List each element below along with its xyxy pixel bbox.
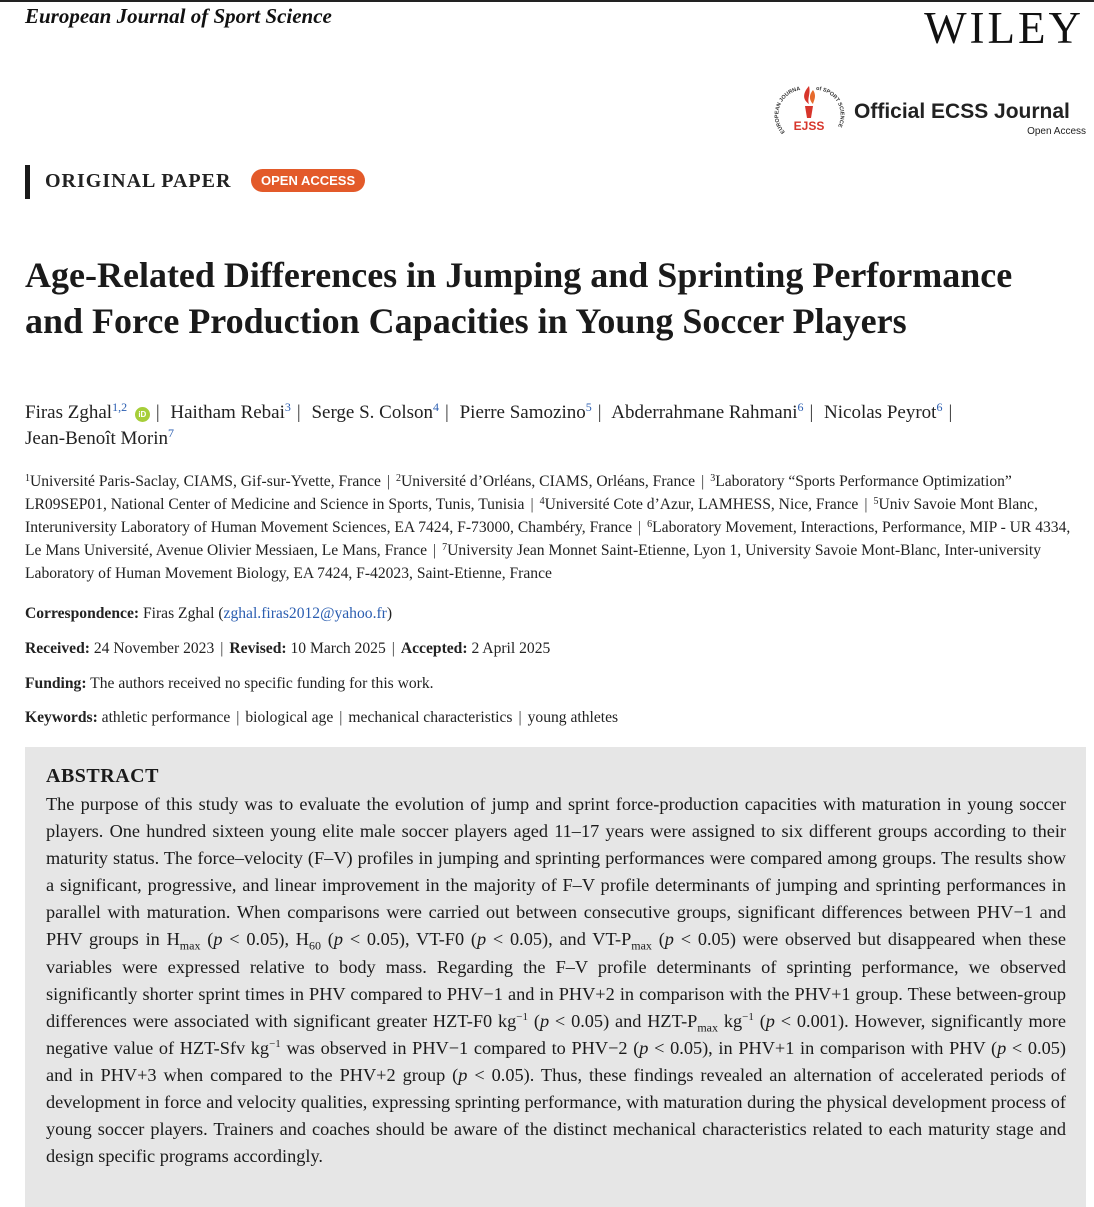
separator: | [445,402,449,423]
abstract-run: < 0.05), VT-F0 ( [343,929,477,950]
abstract-sub-run: max [179,939,201,954]
affil-text: Laboratory “Sports Performance Optimization” LR09SEP01, National Center of Medicine and Science in Sports, Tunis, Tunisia [25,473,1012,513]
author-affil-ref[interactable]: 7 [168,426,175,440]
keyword[interactable]: young athletes [527,709,619,726]
abstract-box [25,747,1086,1207]
abstract-run: ( [321,929,334,950]
author-4[interactable] [460,402,592,423]
separator: | [518,709,522,726]
correspondence-label: Correspondence: [25,605,140,622]
ejss-arc-left: EUROPEAN JOURNA [774,86,801,135]
author-2[interactable] [170,402,291,423]
accepted-date: 2 April 2025 [471,640,551,657]
ejss-logo-text: EJSS [793,119,825,133]
abstract-text [46,791,1066,1170]
journal-name[interactable]: European Journal of Sport Science [25,4,332,28]
separator: | [809,402,814,423]
accepted-label: Accepted: [400,640,468,657]
ejss-logo-icon [772,80,846,152]
abstract-i-run: p [539,1010,550,1031]
abstract-i-run: p [213,929,223,950]
received-label: Received: [25,640,90,657]
author-name[interactable]: Nicolas Peyrot [824,402,937,423]
affil-text: Université d’Orléans, CIAMS, Orléans, France [401,473,696,490]
author-7[interactable] [25,428,174,449]
open-access-badge[interactable]: OPEN ACCESS [251,169,365,192]
abstract-run: ( [753,1010,766,1031]
correspondence-email-link[interactable]: zghal.firas2012@yahoo.fr [223,605,387,622]
abstract-sup-run: −1 [742,1010,754,1023]
abstract-run: kg [718,1010,743,1031]
affil-number: 6 [647,519,653,530]
separator: | [391,640,395,657]
abstract-run: < 0.05) and in PHV+3 when compared to the PHV+2 group ( [46,1037,1066,1085]
abstract-run: was observed in PHV−1 compared to PHV−2 ( [280,1037,640,1058]
author-affil-ref[interactable]: 3 [284,400,291,414]
abstract-sup-run: −1 [516,1010,529,1023]
ecss-badge[interactable] [772,80,1092,152]
abstract-i-run: p [664,929,674,950]
keyword[interactable]: athletic performance [101,709,231,726]
abstract-sub-run: 60 [309,939,322,954]
author-6[interactable] [824,402,942,423]
abstract-i-run: p [333,929,344,950]
flame-icon [804,86,815,118]
publisher-logo[interactable]: WILEY [924,3,1084,53]
keywords-label: Keywords: [25,709,98,726]
affil-text: University Jean Monnet Saint-Etienne, Lyon 1, University Savoie Mont-Blanc, Inter-university Laboratory of Human Movement Biology, EA 7424, F-42023, Saint-Etienne, France [25,542,1042,582]
revised-label: Revised: [229,640,287,657]
abstract-run: < 0.05). Thus, these findings revealed an alternation of accelerated periods of development in force and velocity qualities, expressing sprinting performance, with maturation during the physical development process of young soccer players. Trainers and coaches should be aware of the distinct mechanical characteristics related to each maturity stage and design specific programs accordingly. [46,1064,1066,1167]
abstract-run: ( [200,929,214,950]
abstract-sub-run: max [697,1020,719,1035]
abstract-i-run: p [765,1010,775,1031]
type-bar [25,165,30,199]
abstract-sub-run: max [631,939,652,954]
abstract-i-run: p [476,929,487,950]
separator: | [530,496,534,513]
affil-number: 2 [396,473,402,484]
separator: | [597,402,602,423]
abstract-i-run: p [458,1064,468,1085]
affil-number: 1 [25,473,30,484]
affil-number: 4 [539,496,545,507]
affil-text: Univ Savoie Mont Blanc, Interuniversity Laboratory of Human Movement Sciences, EA 7424, F-73000, Chambéry, France [25,496,1038,536]
author-name[interactable]: Pierre Samozino [459,402,586,423]
orcid-icon[interactable]: iD [135,407,150,422]
keyword[interactable]: biological age [245,709,334,726]
abstract-run: < 0.001). However, significantly more negative value of HZT-Sfv kg [46,1010,1067,1058]
separator: | [296,402,301,423]
keyword[interactable]: mechanical characteristics [348,709,513,726]
abstract-run: < 0.05), and VT-P [486,929,632,950]
abstract-run: ( [528,1010,540,1031]
keywords [25,709,1075,727]
author-1[interactable] [25,402,150,423]
correspondence: Correspondence: Firas Zghal (zghal.firas2012@yahoo.fr) [25,605,393,622]
abstract-run: < 0.05) were observed but disappeared when these variables were expressed relative to body mass. Regarding the F–V profile determinants of sprinting performance, we observed significantly shorter sprint times in PHV compared to PHV−1 and in PHV+2 in comparison with the PHV+1 group. These between-group differences were associated with significant greater HZT-F0 kg [46,929,1066,1031]
separator: | [339,709,343,726]
abstract-run: The purpose of this study was to evaluate the evolution of jump and sprint force-production capacities with maturation in young soccer players. One hundred sixteen young elite male soccer players aged 11–17 years were assigned to six different groups according to their maturity status. The force–velocity (F–V) profiles in jumping and sprinting performances were compared among groups. The results show a significant, progressive, and linear improvement in the majority of F–V profile determinants of jumping and sprinting performances in parallel with maturation. When comparisons were carried out between consecutive groups, significant differences between PHV−1 and PHV groups in H [46,794,1066,950]
abstract-run: < 0.05), in PHV+1 in comparison with PHV ( [648,1037,998,1058]
abstract-run: ( [651,929,665,950]
ecss-subtitle: Open Access [1027,126,1086,137]
abstract-run: < 0.05) and HZT-P [549,1010,698,1031]
author-name[interactable]: Serge S. Colson [311,402,434,423]
affil-number: 7 [442,542,448,553]
ecss-title: Official ECSS Journal [854,100,1070,123]
separator: | [220,640,224,657]
funding-text: The authors received no specific funding for this work. [90,675,434,692]
author-affil-ref[interactable]: 6 [936,400,943,414]
dates-row [25,640,1075,658]
affiliations [25,470,1075,585]
revised-date: 10 March 2025 [290,640,386,657]
author-5[interactable] [611,402,803,423]
affil-number: 5 [873,496,879,507]
funding-label: Funding: [25,675,87,692]
abstract-run: < 0.05), H [222,929,310,950]
separator: | [433,542,437,559]
separator: | [701,473,705,490]
author-affil-ref[interactable]: 1,2 [112,400,128,414]
affil-number: 3 [710,473,716,484]
funding [25,675,1075,693]
author-affil-ref[interactable]: 5 [585,400,592,414]
author-name[interactable]: Abderrahmane Rahmani [611,402,798,423]
author-affil-ref[interactable]: 6 [797,400,804,414]
separator: | [638,519,642,536]
author-name[interactable]: Jean-Benoît Morin [25,428,169,449]
author-name[interactable]: Haitham Rebai [170,402,285,423]
received-date: 24 November 2023 [93,640,215,657]
affil-text: Université Cote d’Azur, LAMHESS, Nice, France [544,496,859,513]
abstract-heading: ABSTRACT [46,765,159,787]
abstract-sup-run: −1 [269,1037,281,1050]
abstract-i-run: p [639,1037,649,1058]
affil-text: Université Paris-Saclay, CIAMS, Gif-sur-Yvette, France [30,473,381,490]
ejss-arc-right: of SPORT SCIENCE [815,85,845,129]
author-list [25,400,1075,452]
article-title: Age-Related Differences in Jumping and Sprinting Performance and Force Production Capacities in Young Soccer Players [25,255,1013,341]
separator: | [948,402,953,423]
abstract-i-run: p [997,1037,1007,1058]
separator: | [386,473,391,490]
author-3[interactable] [311,402,439,423]
separator: | [236,709,240,726]
author-name[interactable]: Firas Zghal [25,402,113,423]
separator: | [155,402,160,423]
affil-text: Laboratory Movement, Interactions, Performance, MIP - UR 4334, Le Mans Université, Avenue Olivier Messiaen, Le Mans, France [25,519,1071,559]
separator: | [864,496,868,513]
article-type: ORIGINAL PAPER [45,170,232,192]
author-affil-ref[interactable]: 4 [433,400,440,414]
correspondence-name: Firas Zghal [142,605,215,622]
